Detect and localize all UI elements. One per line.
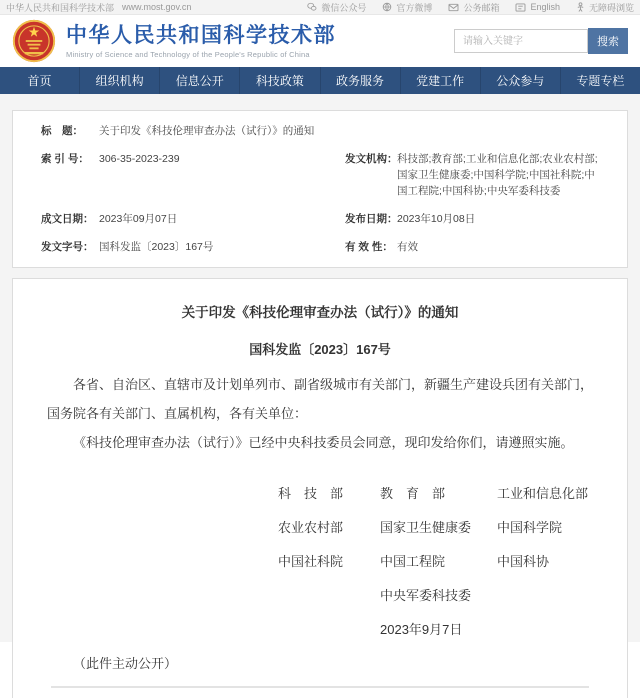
- ministry-title-english: Ministry of Science and Technology of the People's Republic of China: [66, 49, 310, 59]
- search-button[interactable]: 搜索: [588, 28, 628, 54]
- main-nav: [0, 67, 640, 94]
- meta-doc-no-value: 国科发监〔2023〕167号: [99, 241, 214, 253]
- ministry-title: 中华人民共和国科学技术部: [66, 23, 336, 47]
- content-area: [0, 94, 640, 698]
- national-emblem-logo: [12, 19, 56, 63]
- weibo-link[interactable]: 官方微博: [382, 1, 432, 14]
- signatory-last: 中央军委科技委: [380, 587, 472, 603]
- nav-item-st-policy[interactable]: 科技政策: [240, 67, 320, 94]
- signature-block: [47, 475, 593, 645]
- bottom-divider: [51, 686, 589, 688]
- meta-index-label: 索 引 号：: [41, 153, 89, 165]
- accessibility-icon: [576, 2, 585, 12]
- nav-item-organization[interactable]: 组织机构: [80, 67, 160, 94]
- disclosure-note: （此件主动公开）: [73, 656, 178, 671]
- mail-icon: [448, 3, 459, 12]
- nav-item-party-building[interactable]: 党建工作: [401, 67, 481, 94]
- nav-item-info-disclosure[interactable]: 信息公开: [160, 67, 240, 94]
- accessibility-link[interactable]: 无障碍浏览: [576, 1, 634, 14]
- weibo-icon: [382, 2, 392, 12]
- signature-row: [278, 475, 593, 509]
- meta-issuing-org-value: 科技部;教育部;工业和信息化部;农业农村部;国家卫生健康委;中国科学院;中国社科院;中国工程院;中国科协;中央军委科技委: [397, 153, 598, 197]
- signatory: 中国科协: [497, 553, 550, 569]
- top-utility-bar: [0, 0, 640, 15]
- mail-link[interactable]: 公务邮箱: [448, 1, 499, 14]
- nav-item-special-columns[interactable]: 专题专栏: [576, 74, 625, 88]
- nav-item-gov-services[interactable]: 政务服务: [321, 67, 401, 94]
- nav-item-public-participation[interactable]: 公众参与: [481, 67, 561, 94]
- signature-row: [278, 509, 593, 543]
- document-title: 关于印发《科技伦理审查办法（试行）》的通知: [181, 305, 459, 320]
- meta-doc-no-label: 发文字号：: [41, 241, 94, 253]
- document-body-box: [12, 278, 628, 698]
- site-name: 中华人民共和国科学技术部: [6, 2, 115, 13]
- site-header: [0, 15, 640, 67]
- signatory: 科 技 部: [278, 485, 344, 501]
- document-body-paragraph: 《科技伦理审查办法（试行）》已经中央科技委员会同意，现印发给你们，请遵照实施。: [73, 435, 574, 450]
- signatory: 中国工程院: [380, 553, 446, 569]
- document-salutation: 各省、自治区、直辖市及计划单列市、副省级城市有关部门，新疆生产建设兵团有关部门，国务院各有关部门、直属机构，各有关单位：: [47, 377, 594, 421]
- document-number: 国科发监〔2023〕167号: [249, 342, 391, 357]
- signatory: 教 育 部: [380, 485, 446, 501]
- meta-validity-value: 有效: [397, 241, 418, 253]
- search-bar: [454, 28, 628, 54]
- meta-issuing-org-label: 发文机构：: [345, 153, 398, 165]
- meta-publish-date-value: 2023年10月08日: [397, 213, 476, 225]
- signatory: 农业农村部: [278, 519, 344, 535]
- signature-row: [278, 543, 593, 577]
- document-sign-date: 2023年9月7日: [380, 621, 463, 637]
- search-input[interactable]: [454, 29, 588, 53]
- signatory: 中国科学院: [497, 519, 563, 535]
- signatory: 工业和信息化部: [497, 485, 589, 501]
- meta-index-value: 306-35-2023-239: [99, 153, 180, 165]
- meta-title-label: 标 题：: [41, 125, 83, 137]
- wechat-icon: [307, 2, 317, 12]
- meta-title-value: 关于印发《科技伦理审查办法（试行）》的通知: [99, 125, 315, 137]
- meta-publish-date-label: 发布日期：: [345, 213, 398, 225]
- meta-written-date-value: 2023年09月07日: [99, 213, 178, 225]
- english-icon: [515, 3, 526, 12]
- meta-written-date-label: 成文日期：: [41, 213, 94, 225]
- nav-item-home[interactable]: 首页: [0, 67, 80, 94]
- signatory: 中国社科院: [278, 553, 344, 569]
- site-url[interactable]: www.most.gov.cn: [122, 2, 192, 12]
- wechat-link[interactable]: 微信公众号: [307, 1, 366, 14]
- document-metadata-box: [12, 110, 628, 268]
- meta-validity-label: 有 效 性：: [345, 241, 393, 253]
- english-link[interactable]: English: [515, 2, 560, 12]
- signatory: 国家卫生健康委: [380, 519, 472, 535]
